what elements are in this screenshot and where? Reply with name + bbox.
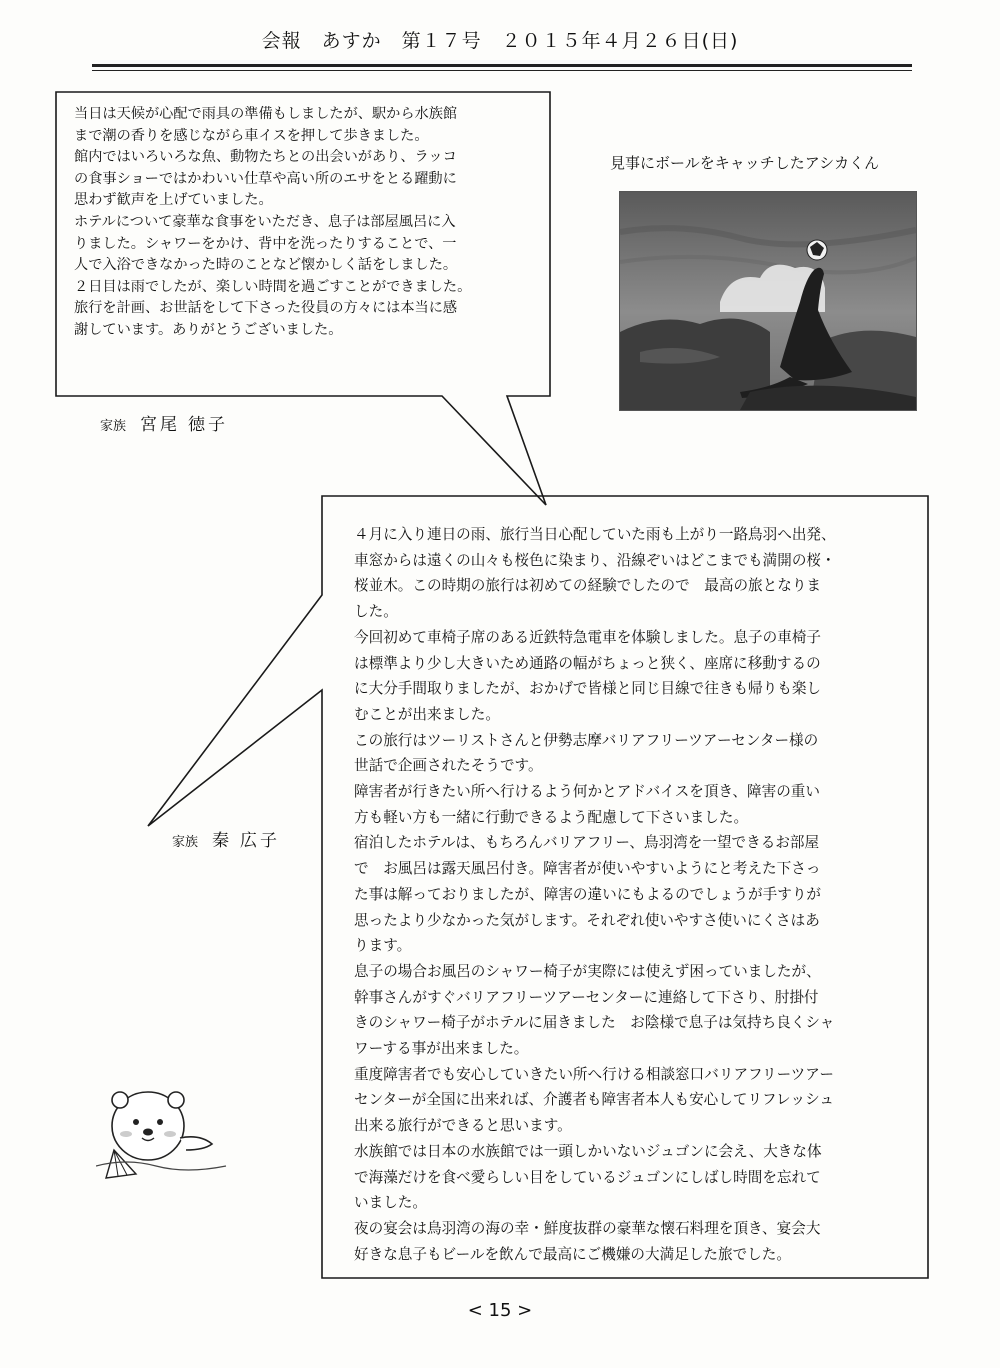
sea-lion-photo bbox=[619, 191, 917, 411]
testimonial-2-line: ４月に入り連日の雨、旅行当日心配していた雨も上がり一路鳥羽へ出発、 bbox=[354, 526, 836, 543]
testimonial-1-line: 人で入浴できなかった時のことなど懐かしく話をしました。 bbox=[74, 257, 458, 274]
sea-lion-illustration bbox=[620, 192, 916, 410]
testimonial-1-line: 当日は天候が心配で雨具の準備もしましたが、駅から水族館 bbox=[74, 106, 458, 122]
testimonial-2-line: 出来る旅行ができると思います。 bbox=[354, 1117, 572, 1135]
testimonial-1-line: ホテルについて豪華な食事をいただき、息子は部屋風呂に入 bbox=[74, 213, 456, 230]
testimonial-2-line: 障害者が行きたい所へ行けるよう何かとアドバイスを頂き、障害の重い bbox=[354, 783, 820, 801]
otter-mascot-icon bbox=[96, 1074, 236, 1184]
testimonial-2-line: に大分手間取りましたが、おかげで皆様と同じ目線で往きも帰りも楽し bbox=[354, 680, 822, 698]
testimonial-2-line: センターが全国に出来れば、介護者も障害者本人も安心してリフレッシュ bbox=[354, 1091, 834, 1109]
signature-given-name: 徳子 bbox=[188, 415, 229, 435]
signature-relation: 家族 bbox=[172, 835, 199, 850]
testimonial-1-line: 思わず歓声を上げていました。 bbox=[74, 192, 273, 209]
testimonial-1-line: ２日目は雨でしたが、楽しい時間を過ごすことができました。 bbox=[74, 278, 472, 295]
testimonial-1-line: 旅行を計画、お世話をして下さった役員の方々には本当に感 bbox=[74, 300, 458, 317]
testimonial-2-line: た事は解っておりましたが、障害の違いにもよるのでしょうが手すりが bbox=[354, 885, 822, 903]
testimonial-2-line: 夜の宴会は鳥羽湾の海の幸・鮮度抜群の豪華な懐石料理を頂き、宴会大 bbox=[354, 1219, 821, 1237]
testimonial-2-text bbox=[354, 522, 902, 1267]
testimonial-2-line: 桜並木。この時期の旅行は初めての経験でしたので 最高の旅となりま bbox=[354, 577, 822, 595]
signature-family-name: 秦 bbox=[212, 831, 233, 851]
signature-given-name: 広子 bbox=[240, 831, 281, 851]
testimonial-1-signature bbox=[100, 410, 228, 435]
testimonial-2-line: むことが出来ました。 bbox=[354, 705, 500, 723]
header-rule-thin bbox=[92, 70, 912, 71]
header-rule-thick bbox=[92, 64, 912, 67]
testimonial-2-line: 方も軽い方も一緒に行動できるよう配慮して下さいました。 bbox=[354, 808, 749, 826]
photo-caption: 見事にボールをキャッチしたアシカくん bbox=[610, 154, 880, 172]
testimonial-1-line: まで潮の香りを感じながら車イスを押して歩きました。 bbox=[74, 127, 429, 144]
testimonial-2-line: 世話で企画されたそうです。 bbox=[354, 757, 543, 775]
testimonial-2-line: した。 bbox=[354, 603, 398, 621]
newsletter-header: 会報 あすか 第１７号 ２０１５年４月２６日(日) bbox=[261, 30, 739, 52]
testimonial-2-line: 今回初めて車椅子席のある近鉄特急電車を体験しました。息子の車椅子 bbox=[354, 628, 822, 646]
testimonial-1-line: 館内ではいろいろな魚、動物たちとの出会いがあり、ラッコ bbox=[74, 149, 457, 166]
testimonial-2-line: ります。 bbox=[354, 937, 412, 955]
testimonial-2-line: きのシャワー椅子がホテルに届きました お陰様で息子は気持ち良くシャ bbox=[354, 1014, 835, 1032]
testimonial-2-line: 息子の場合お風呂のシャワー椅子が実際には使えず困っていましたが、 bbox=[354, 962, 821, 980]
signature-family-name: 宮尾 bbox=[140, 415, 181, 435]
testimonial-1-line: 謝しています。ありがとうございました。 bbox=[74, 321, 343, 338]
testimonial-2-line: で海藻だけを食べ愛らしい目をしているジュゴンにしばし時間を忘れて bbox=[354, 1168, 821, 1186]
testimonial-2-line: 重度障害者でも安心していきたい所へ行ける相談窓口バリアフリーツアー bbox=[354, 1065, 834, 1083]
testimonial-2-line: 好きな息子もビールを飲んで最高にご機嫌の大満足した旅でした。 bbox=[354, 1245, 791, 1263]
testimonial-2-line: で お風呂は露天風呂付き。障害者が使いやすいようにと考えた下さっ bbox=[354, 860, 821, 878]
testimonial-1-text bbox=[74, 104, 534, 342]
testimonial-2-signature bbox=[172, 826, 280, 851]
page-number: < 15 > bbox=[467, 1300, 533, 1321]
testimonial-2-line: この旅行はツーリストさんと伊勢志摩バリアフリーツアーセンター様の bbox=[354, 731, 819, 749]
testimonial-2-line: は標準より少し大きいため通路の幅がちょっと狭く、座席に移動するの bbox=[354, 654, 821, 672]
testimonial-2-line: 思ったより少なかった気がします。それぞれ使いやすさ使いにくさはあ bbox=[354, 911, 820, 929]
testimonial-2-line: 幹事さんがすぐバリアフリーツアーセンターに連絡して下さり、肘掛付 bbox=[354, 988, 819, 1006]
testimonial-2-line: 水族館では日本の水族館では一頭しかいないジュゴンに会え、大きな体 bbox=[354, 1142, 822, 1160]
testimonial-2-line: 宿泊したホテルは、もちろんバリアフリー、鳥羽湾を一望できるお部屋 bbox=[354, 834, 820, 852]
signature-relation: 家族 bbox=[100, 419, 127, 434]
testimonial-2-line: 車窓からは遠くの山々も桜色に染まり、沿線ぞいはどこまでも満開の桜・ bbox=[354, 551, 836, 569]
testimonial-1-line: の食事ショーではかわいい仕草や高い所のエサをとる躍動に bbox=[74, 170, 457, 187]
testimonial-2-line: ワーする事が出来ました。 bbox=[354, 1040, 529, 1058]
testimonial-2-line: いました。 bbox=[354, 1194, 427, 1212]
testimonial-1-line: りました。シャワーをかけ、背中を洗ったりすることで、一 bbox=[74, 235, 457, 252]
